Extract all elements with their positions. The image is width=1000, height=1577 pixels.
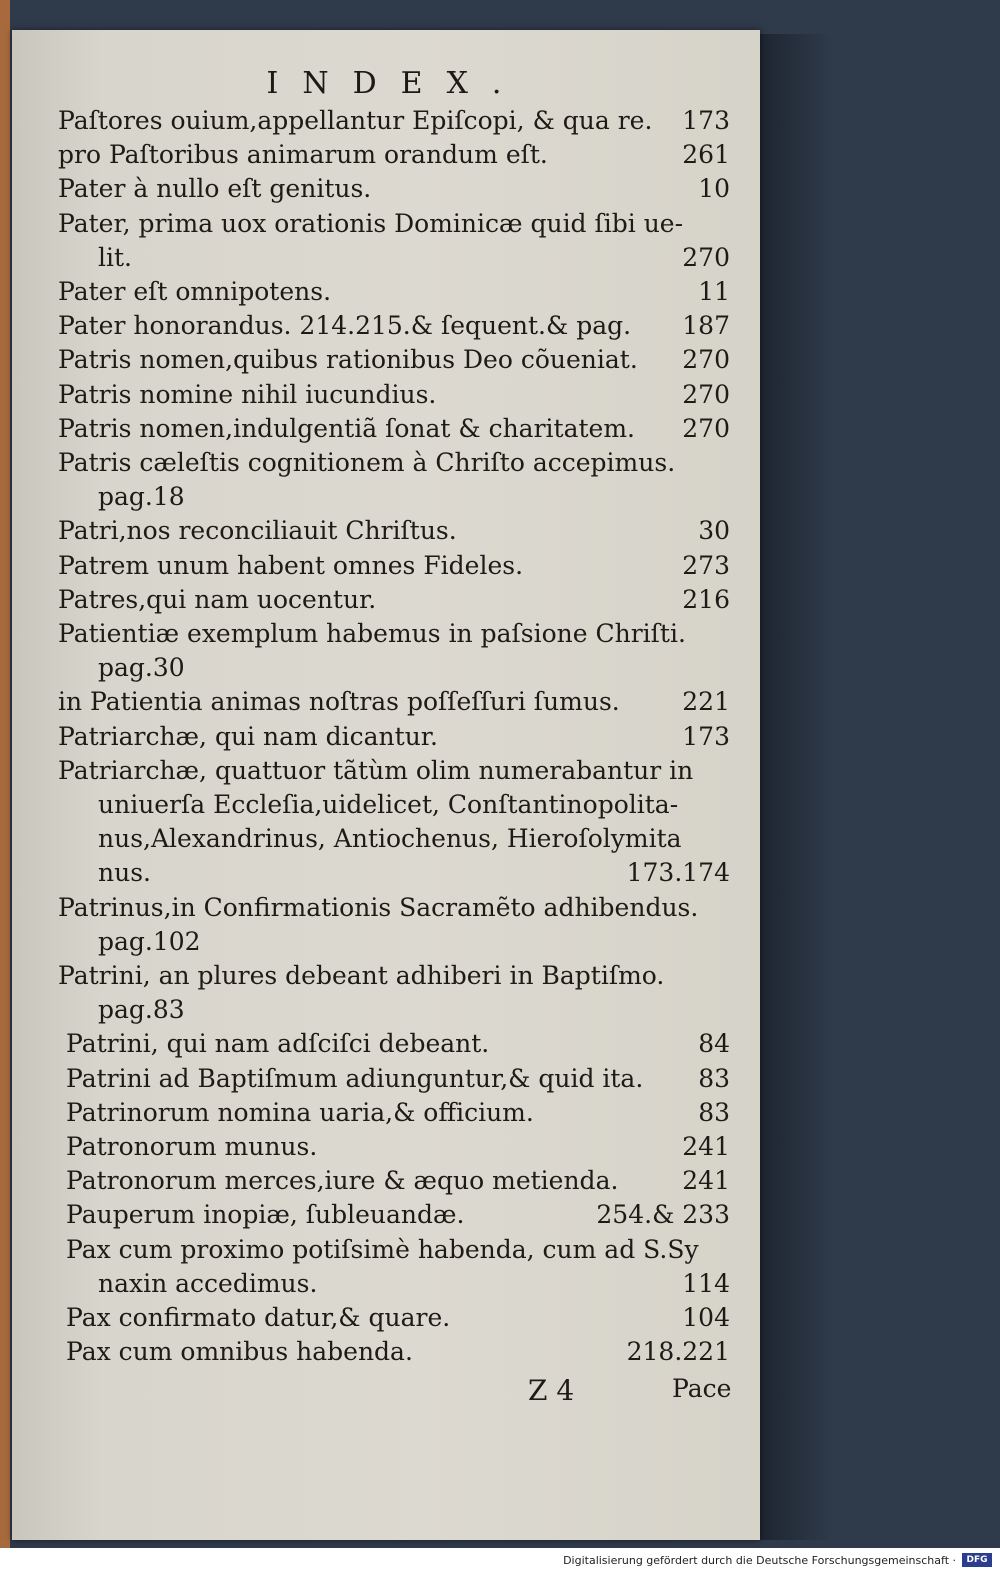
index-entry xyxy=(12,1233,760,1267)
entry-page: 173 xyxy=(682,721,730,751)
index-entry xyxy=(12,138,760,172)
binding-edge xyxy=(0,0,10,1548)
entry-text: pag.83 xyxy=(98,995,185,1025)
index-entry xyxy=(12,822,760,856)
index-entry xyxy=(12,549,760,583)
entry-text: Patris nomen,indulgentiã ſonat & charitatem. xyxy=(58,413,635,443)
entry-page: 270 xyxy=(682,242,730,272)
index-entry xyxy=(12,1164,760,1198)
entry-text: Pax confirmato datur,& quare. xyxy=(66,1303,451,1332)
entry-page: 270 xyxy=(682,413,730,443)
index-entry xyxy=(12,617,760,651)
entry-text: Patrinus,in Confirmationis Sacramẽto adhibendus. xyxy=(58,892,699,922)
signature-mark: Z 4 xyxy=(528,1374,575,1407)
index-entry xyxy=(12,1062,760,1096)
entry-page: 173 xyxy=(682,106,730,135)
entry-page: 187 xyxy=(682,311,730,341)
entry-text: Pater honorandus. 214.215.& ſequent.& pag. xyxy=(58,311,632,341)
book-page xyxy=(12,30,760,1540)
entry-page: 114 xyxy=(682,1268,730,1298)
index-entry xyxy=(12,1267,760,1301)
entry-text: Patrem unum habent omnes Fideles. xyxy=(58,550,524,580)
entry-page: 83 xyxy=(698,1063,730,1093)
entry-page: 83 xyxy=(698,1097,730,1127)
index-entry xyxy=(12,788,760,822)
entry-page: 254.& 233 xyxy=(596,1200,730,1230)
entry-page: 270 xyxy=(682,345,730,375)
running-header: INDEX. xyxy=(266,66,526,101)
entry-text: Patris cæleſtis cognitionem à Chriſto accepimus. xyxy=(58,448,676,477)
entry-text: Patres,qui nam uocentur. xyxy=(58,584,377,614)
entry-text: Pater eſt omnipotens. xyxy=(58,277,332,306)
index-entry xyxy=(12,1301,760,1335)
entry-page: 173.174 xyxy=(626,858,730,888)
index-entry xyxy=(12,856,760,890)
entry-text: pag.18 xyxy=(98,482,185,512)
entry-text: Paſtores ouium,appellantur Epiſcopi, & qua re. xyxy=(58,106,653,135)
index-entry xyxy=(12,514,760,548)
entry-text: Pater, prima uox orationis Dominicæ quid ſibi ue- xyxy=(58,208,684,238)
index-entry xyxy=(12,378,760,412)
index-entry xyxy=(12,1335,760,1369)
entry-text: Patri,nos reconciliauit Chriſtus. xyxy=(58,516,457,546)
index-entry xyxy=(12,583,760,617)
entry-page: 218.221 xyxy=(626,1337,730,1367)
entry-page: 84 xyxy=(698,1029,730,1059)
entry-text: Patrinorum nomina uaria,& officium. xyxy=(66,1097,534,1127)
index-entry xyxy=(12,720,760,754)
entry-text: Patronorum merces,iure & æquo metienda. xyxy=(66,1166,619,1196)
entry-page: 11 xyxy=(698,277,730,306)
entry-page: 221 xyxy=(682,687,730,717)
entry-page: 241 xyxy=(682,1132,730,1161)
entry-text: in Patientia animas noſtras poſſeſſuri ſumus. xyxy=(58,687,620,717)
entry-text: Patris nomine nihil iucundius. xyxy=(58,379,437,409)
index-entry xyxy=(12,685,760,719)
entry-text: Pater à nullo eſt genitus. xyxy=(58,174,372,204)
entry-page: 216 xyxy=(682,584,730,614)
index-entry xyxy=(12,891,760,925)
entry-text: pag.30 xyxy=(98,653,185,683)
index-entry xyxy=(12,412,760,446)
entry-text: Patriarchæ, qui nam dicantur. xyxy=(58,721,438,751)
index-entry xyxy=(12,275,760,309)
entry-text: Patientiæ exemplum habemus in paſsione Chriſti. xyxy=(58,619,686,648)
index-entry xyxy=(12,925,760,959)
index-entry xyxy=(12,1130,760,1164)
entry-page: 30 xyxy=(698,516,730,546)
index-entry xyxy=(12,309,760,343)
index-entry xyxy=(12,1027,760,1061)
entry-page: 273 xyxy=(682,550,730,580)
funding-credit: Digitalisierung gefördert durch die Deutsche Forschungsgemeinschaft · xyxy=(563,1554,956,1567)
footer-bar xyxy=(0,1548,1000,1577)
index-entry xyxy=(12,1198,760,1232)
entry-page: 261 xyxy=(682,140,730,170)
index-entry xyxy=(12,172,760,206)
entry-text: Patrini, an plures debeant adhiberi in Baptiſmo. xyxy=(58,961,665,990)
entry-text: pag.102 xyxy=(98,926,201,956)
index-entry xyxy=(12,241,760,275)
entry-text: Patronorum munus. xyxy=(66,1132,318,1161)
page-shadow xyxy=(760,34,1000,1540)
entry-page: 10 xyxy=(698,174,730,204)
index-entry xyxy=(12,104,760,138)
entry-text: nus. xyxy=(98,858,151,888)
index-entry xyxy=(12,651,760,685)
index-entry xyxy=(12,754,760,788)
index-entry xyxy=(12,959,760,993)
entry-text: naxin accedimus. xyxy=(98,1268,318,1298)
entry-text: nus,Alexandrinus, Antiochenus, Hieroſolymita xyxy=(98,824,682,854)
index-entry xyxy=(12,993,760,1027)
entry-text: Patriarchæ, quattuor tãtùm olim numerabantur in xyxy=(58,755,694,785)
entry-text: Pax cum proximo potiſsimè habenda, cum ad S.Sy xyxy=(66,1234,699,1264)
entry-text: Patrini ad Baptiſmum adiunguntur,& quid ita. xyxy=(66,1063,644,1093)
index-entry xyxy=(12,480,760,514)
entry-page: 104 xyxy=(682,1303,730,1332)
index-entry xyxy=(12,446,760,480)
entry-text: lit. xyxy=(98,242,132,272)
entry-text: Pauperum inopiæ, ſubleuandæ. xyxy=(66,1200,465,1230)
dfg-logo-icon: DFG xyxy=(962,1553,992,1567)
index-entry xyxy=(12,1096,760,1130)
catchword: Pace xyxy=(672,1374,732,1403)
entry-text: pro Paſtoribus animarum orandum eſt. xyxy=(58,140,548,170)
entry-page: 270 xyxy=(682,379,730,409)
entry-page: 241 xyxy=(682,1166,730,1196)
entry-text: Patrini, qui nam adſciſci debeant. xyxy=(66,1029,490,1059)
entry-text: Pax cum omnibus habenda. xyxy=(66,1337,413,1367)
index-entry xyxy=(12,207,760,241)
entry-text: Patris nomen,quibus rationibus Deo cõueniat. xyxy=(58,345,638,375)
index-entry xyxy=(12,343,760,377)
entry-text: uniuerſa Eccleſia,uidelicet, Conſtantinopolita- xyxy=(98,790,679,819)
